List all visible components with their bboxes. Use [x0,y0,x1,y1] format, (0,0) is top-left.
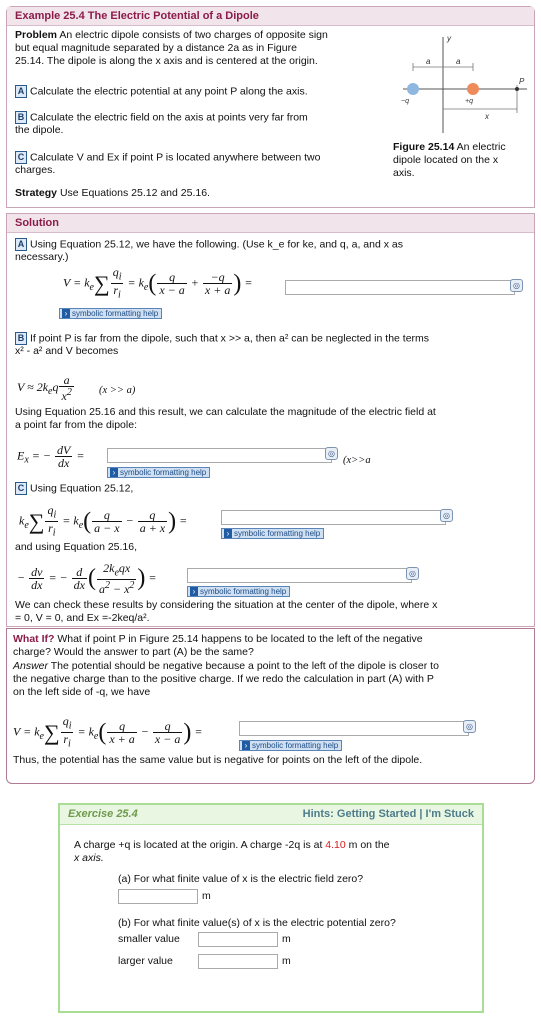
help-link-a[interactable]: › symbolic formatting help [59,308,162,319]
solution-part-a-text: A Using Equation 25.12, we have the following. (Use k_e for ke, and q, a, and x as necessary.) [15,238,403,264]
question-b: (b) For what finite value(s) of x is the electric potential zero? [118,917,396,929]
help-link-c2[interactable]: › symbolic formatting help [187,586,290,597]
preview-button-c2[interactable]: ◎ [406,567,419,580]
answer-smaller-value[interactable] [198,932,278,947]
unit-b2: m [282,955,291,967]
what-if-conclusion: Thus, the potential has the same value but is negative for points on the left of the dipole. [13,754,423,766]
answer-c2-input[interactable] [187,568,412,583]
part-a: A Calculate the electric potential at any point P along the axis. [15,85,308,98]
preview-button-whatif[interactable]: ◎ [463,720,476,733]
exercise-panel [58,803,484,1013]
fig-label-p: P [519,77,525,86]
help-link-whatif[interactable]: › symbolic formatting help [239,740,342,751]
problem-card [6,6,535,208]
what-if-question: What If? What if point P in Figure 25.14 happens to be located to the left of the negative charge? Would the answer to part (A) be the same? [13,633,423,658]
solution-title: Solution [7,214,534,233]
positive-charge [467,83,479,95]
answer-a-input[interactable] [285,280,515,295]
answer-b-input[interactable] [107,448,332,463]
question-a: (a) For what finite value of x is the electric field zero? [118,873,364,885]
solution-card [6,213,535,627]
fig-label-y: y [447,34,451,43]
part-b: B Calculate the electric field on the axis at points very far from the dipole. [15,111,308,137]
part-c: C Calculate V and Ex if point P is located anywhere between two charges. [15,151,321,177]
what-if-card [6,628,535,784]
answer-c1-input[interactable] [221,510,446,525]
check-text: We can check these results by considering the situation at the center of the dipole, where x = 0, V = 0, and Ex =-2keq/a². [15,599,438,624]
help-link-b[interactable]: › symbolic formatting help [107,467,210,478]
solution-part-c-text: C Using Equation 25.12, [15,482,133,495]
answer-x-field-zero[interactable] [118,889,198,904]
eq2516-text: Using Equation 25.16 and this result, we can calculate the magnitude of the electric field at a point far from the dipole: [15,406,436,431]
help-link-c1[interactable]: › symbolic formatting help [221,528,324,539]
larger-label: larger value [118,955,173,967]
negative-charge [407,83,419,95]
answer-larger-value[interactable] [198,954,278,969]
equation-whatif: $V = k_e\sum$ $\frac{q_i}{r_i}$ = $k_e$( $\frac{q}{x + a}$ − $\frac{q}{x - a}$ ) = [13,714,203,750]
equation-c-potential: $k_e\sum$ $\frac{q_i}{r_i}$ = $k_e$( $\frac{q}{a - x}$ − $\frac{q}{a + x}$ ) = [19,503,188,539]
fig-label-x: x [485,112,489,121]
fig-label-a1: a [426,57,431,66]
unit-a: m [202,890,211,902]
what-if-answer: Answer The potential should be negative because a point to the left of the dipole is closer to the negative charge than to the positive charge. If we redo the calculation in part (A) with P on the left side of -q, we have [13,660,439,698]
distance-value: 4.10 [325,839,346,851]
far-condition: (x >> a) [99,385,136,396]
using-2516: and using Equation 25.16, [15,541,138,553]
smaller-label: smaller value [118,933,180,945]
exercise-statement: A charge +q is located at the origin. A charge -2q is at 4.10 m on the x axis. [74,839,390,864]
preview-button-a[interactable]: ◎ [510,279,523,292]
fig-label-pos: +q [465,98,473,105]
part-b-tag: B [15,111,27,124]
problem-label: Problem [15,29,58,41]
ex-condition: (x>>a [343,455,371,466]
equation-a: $V = k_e\sum$ $\frac{q_i}{r_i}$ = $k_e$( $\frac{q}{x - a}$ + $\frac{-q}{x + a}$ ) = [63,265,253,301]
problem-intro: Problem An electric dipole consists of two charges of opposite sign but equal magnitude separated by a distance 2a as in Figure 25.14. The dipole is along the x axis and is centered at the origin. [15,29,328,67]
fig-label-a2: a [456,57,461,66]
answer-whatif-input[interactable] [239,721,469,736]
equation-c-field: − $\frac{dv}{dx}$ = − $\frac{d}{dx}$ ( $\frac{2k_eqx}{a^2 - x^2}$ ) = [17,561,157,597]
hints-links[interactable]: Hints: Getting Started | I'm Stuck [302,808,474,820]
exercise-title: Exercise 25.4 [68,808,138,820]
fig-label-neg: −q [401,98,409,105]
preview-button-b[interactable]: ◎ [325,447,338,460]
part-c-tag: C [15,151,27,164]
point-p [515,87,519,91]
strategy: Strategy Use Equations 25.12 and 25.16. [15,187,210,199]
example-title: Example 25.4 The Electric Potential of a Dipole [7,7,534,26]
exercise-header [60,805,482,825]
preview-button-c1[interactable]: ◎ [440,509,453,522]
solution-part-b-text: B If point P is far from the dipole, such that x >> a, then a² can be neglected in the terms x² - a² and V becomes [15,332,430,358]
figure-caption: Figure 25.14 An electric dipole located on the x axis. [393,141,506,179]
unit-b1: m [282,933,291,945]
dipole-figure [399,29,531,139]
equation-b-field: $E_x$ = − $\frac{dV}{dx}$ = [17,443,85,470]
part-a-tag: A [15,85,27,98]
equation-b-far: $V \approx 2k_eq$ $\frac{a}{x^2}$ [17,373,72,403]
